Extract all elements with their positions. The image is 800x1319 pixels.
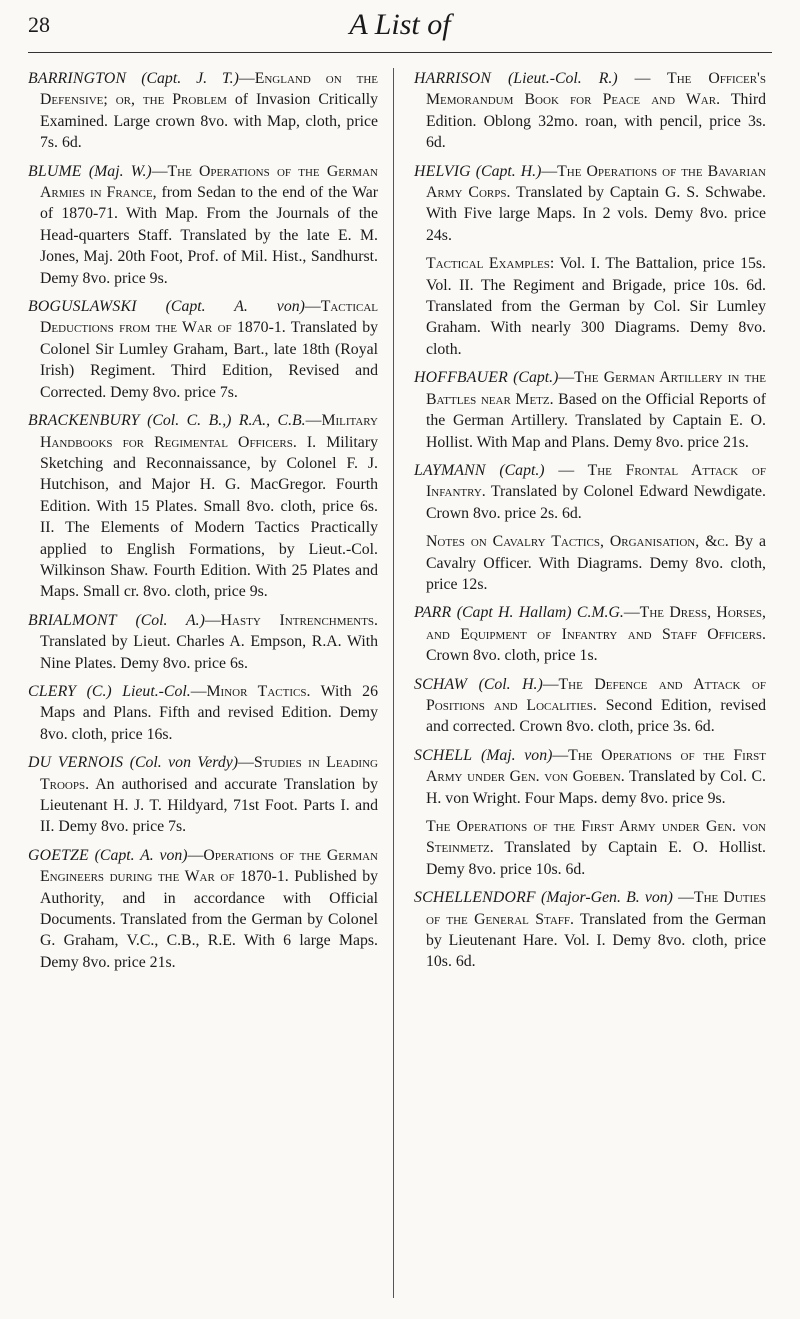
entry-rank: (Col. H.): [467, 675, 543, 693]
entry-author: LAYMANN: [414, 461, 486, 479]
entry-rank: (Major-Gen. B. von): [535, 889, 673, 907]
entry-title: —The Dress, Horses, and Equipment of Infantry and Staff Officers.: [426, 604, 766, 643]
entry-title: —Minor Tactics.: [190, 682, 311, 700]
entry-details: Translated by Captain E. O. Hollist. Demy 8vo. price 10s. 6d.: [426, 839, 766, 878]
entry-title: — The Officer's Memorandum Book for Peace and War.: [426, 70, 766, 109]
entry-title: — The Frontal Attack of Infantry.: [426, 461, 766, 501]
entry-details: Based on the Official Reports of the German Artillery. Translated by Captain E. O. Hollist. With Map and Plans. Demy 8vo. price 21s.: [426, 390, 766, 451]
entry-rank: (C.) Lieut.-Col.: [76, 682, 191, 700]
entry-rank: (Col. A.): [116, 611, 205, 629]
entry-title: Notes on Cavalry Tactics, Organisation, &c.: [426, 533, 729, 551]
entry-title: —Operations of the German Engineers during the War of 1870-1.: [40, 846, 378, 886]
catalogue-entry: [414, 460, 766, 524]
column-divider: [393, 68, 394, 1298]
entry-details: An authorised and accurate Translation by Lieutenant H. J. T. Hildyard, 71st Foot. Parts I. and II. Demy 8vo. price 7s.: [40, 775, 378, 836]
entry-details: Published by Authority, and in accordance with Official Documents. Translated from the German by Colonel G. Graham, V.C., C.B., R.E. With 6 large Maps. Demy 8vo. price 21s.: [40, 868, 378, 971]
entry-author: HARRISON: [414, 70, 492, 87]
entry-rank: (Capt. A. von): [88, 846, 188, 864]
entry-title: —The Operations of the First Army under Gen. von Goeben.: [426, 746, 766, 786]
catalogue-entry: [414, 161, 766, 247]
catalogue-entry: [414, 253, 766, 360]
page-number: 28: [28, 12, 50, 37]
entry-author: SCHELL: [414, 746, 473, 764]
entry-details: I. Military Sketching and Reconnaissance, by Colonel F. J. Hutchison, and Major H. G. MacGregor. Fourth Edition. With 15 Plates. Small 8vo. cloth, price 6s. II. The Elements of Modern Tactics Practically applied to English Formations, by Lieut.-Col. Wilkinson Shaw. Fourth Edition. With 25 Plates and Maps. Small cr. 8vo. cloth, price 9s.: [40, 433, 378, 601]
catalogue-entry: [28, 296, 378, 403]
entry-rank: (Maj. von): [472, 746, 553, 764]
entry-details: Crown 8vo. cloth, price 1s.: [426, 647, 598, 665]
entry-details: Translated from the German by Lieutenant Hare. Vol. I. Demy 8vo. cloth, price 10s. 6d.: [426, 910, 766, 971]
catalogue-entry: [414, 887, 766, 973]
catalogue-entry: [28, 681, 378, 745]
entry-rank: (Capt. A. von): [136, 298, 305, 316]
entry-rank: (Capt.): [485, 461, 545, 479]
entry-rank: (Lieut.-Col. R.): [491, 70, 618, 87]
entry-details: from Sedan to the end of the War of 1870-71. With Map. From the Journals of the Head-quarters Staff. Translated by the late E. M. Jones, Maj. 20th Foot, Prof. of Mil. Hist., Sandhurst. Demy 8vo. price 9s.: [40, 184, 379, 287]
entry-author: SCHELLENDORF: [414, 889, 536, 907]
entry-author: BRIALMONT: [28, 611, 117, 629]
entry-author: SCHAW: [414, 675, 468, 693]
header-rule: [28, 52, 772, 53]
entry-rank: (Capt. J. T.): [126, 70, 239, 87]
entry-rank: (Capt H. Hallam) C.M.G.: [451, 604, 624, 622]
catalogue-entry: [414, 602, 766, 666]
entry-title: —The German Artillery in the Battles near Metz.: [426, 369, 766, 408]
entry-title: —Military Handbooks for Regimental Officers.: [40, 412, 378, 451]
entry-rank: (Col. von Verdy): [123, 754, 239, 772]
running-head: A List of: [349, 8, 451, 41]
entry-details: of Invasion Critically Examined. Large crown 8vo. with Map, cloth, price 7s. 6d.: [40, 91, 378, 152]
entry-details: Translated by Captain G. S. Schwabe. With Five large Maps. In 2 vols. Demy 8vo. price 24s.: [426, 184, 766, 244]
entry-rank: (Col. C. B.,) R.A., C.B.: [139, 412, 306, 430]
catalogue-entry: [28, 161, 378, 289]
entry-author: BARRINGTON: [28, 70, 127, 87]
entry-rank: (Capt.): [507, 369, 559, 387]
catalogue-entry: [414, 816, 766, 880]
entry-rank: (Capt. H.): [470, 162, 542, 180]
entry-title: Tactical Examples:: [426, 255, 555, 273]
entry-details: Translated by Lieut. Charles A. Empson, R.A. With Nine Plates. Demy 8vo. price 6s.: [40, 633, 378, 672]
catalogue-entry: [28, 410, 378, 603]
entry-author: HOFFBAUER: [414, 369, 508, 387]
entry-author: BLUME: [28, 162, 82, 180]
left-column: [28, 68, 378, 980]
catalogue-entry: [414, 531, 766, 595]
entry-title: —The Operations of the German Armies in France,: [40, 162, 378, 202]
catalogue-entry: [414, 367, 766, 453]
entry-details: Second Edition, revised and corrected. Crown 8vo. cloth, price 3s. 6d.: [426, 696, 766, 736]
catalogue-entry: [414, 68, 766, 154]
entry-details: Translated by Col. C. H. von Wright. Four Maps. demy 8vo. price 9s.: [426, 768, 766, 807]
entry-title: —The Operations of the Bavarian Army Corps.: [426, 162, 767, 202]
entry-rank: (Maj. W.): [81, 162, 152, 180]
entry-details: Translated by Colonel Edward Newdigate. Crown 8vo. price 2s. 6d.: [426, 483, 766, 522]
entry-author: PARR: [414, 604, 452, 622]
entry-title: —The Duties of the General Staff.: [426, 889, 766, 928]
catalogue-entry: [414, 674, 766, 738]
catalogue-entry: [28, 845, 378, 973]
entry-author: DU VERNOIS: [28, 754, 124, 772]
catalogue-entry: [28, 610, 378, 674]
entry-details: With 26 Maps and Plans. Fifth and revised Edition. Demy 8vo. cloth, price 16s.: [40, 682, 378, 743]
entry-author: BRACKENBURY: [28, 412, 140, 430]
entry-author: CLERY: [28, 682, 77, 700]
catalogue-entry: [414, 745, 766, 809]
entry-title: —Tactical Deductions from the War of: [40, 298, 378, 337]
entry-title: —Studies in Leading Troops.: [40, 754, 378, 793]
entry-title: —England on the Defensive; or, the Problem: [40, 70, 378, 109]
entry-title: —Hasty Intrenchments.: [204, 611, 378, 629]
entry-details: 1870-1. Translated by Colonel Sir Lumley Graham, Bart., late 18th (Royal Irish) Regiment. Third Edition, Revised and Corrected. Demy 8vo. price 7s.: [40, 319, 378, 401]
entry-details: By a Cavalry Officer. With Diagrams. Demy 8vo. cloth, price 12s.: [426, 533, 766, 593]
entry-title: —The Defence and Attack of Positions and Localities.: [426, 675, 766, 714]
entry-author: GOETZE: [28, 846, 89, 864]
entry-title: The Operations of the First Army under Gen. von Steinmetz.: [426, 818, 766, 857]
entry-author: BOGUSLAWSKI: [28, 298, 137, 316]
right-column: [414, 68, 766, 980]
catalogue-entry: [28, 68, 378, 154]
entry-details: Third Edition. Oblong 32mo. roan, with pencil, price 3s. 6d.: [426, 91, 766, 152]
entry-author: HELVIG: [414, 162, 471, 180]
entry-details: Vol. I. The Battalion, price 15s. Vol. II. The Regiment and Brigade, price 10s. 6d. Translated from the German by Col. Sir Lumley Graham. With nearly 300 Diagrams. Demy 8vo. cloth.: [426, 255, 766, 358]
catalogue-entry: [28, 752, 378, 838]
